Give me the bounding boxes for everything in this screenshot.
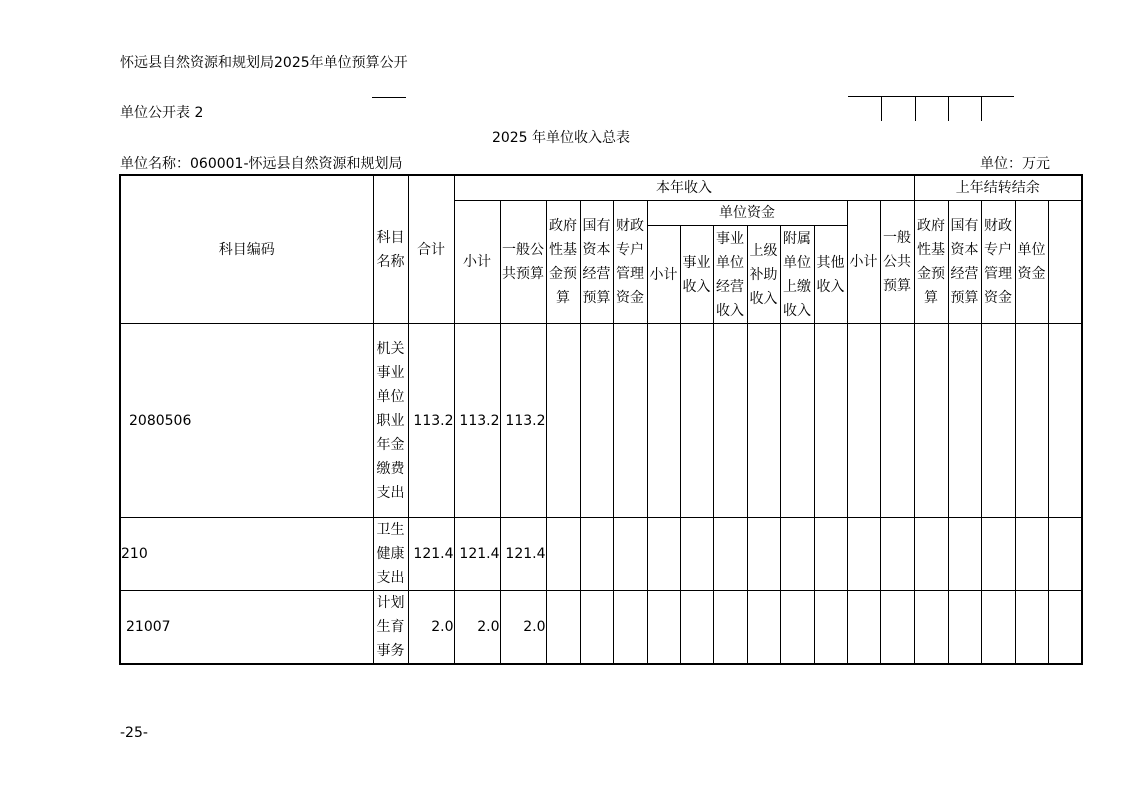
header-subtotal: 小计	[454, 201, 500, 324]
unit-name: 单位名称：060001-怀远县自然资源和规划局	[120, 156, 403, 172]
header-total: 合计	[408, 175, 454, 324]
document-header: 怀远县自然资源和规划局2025年单位预算公开	[120, 55, 408, 71]
decorative-rule	[915, 96, 916, 121]
header-ly-subtotal: 小计	[847, 201, 880, 324]
header-operating-income: 事业单位经营收入	[713, 226, 747, 324]
header-ly-unit-funds: 单位资金	[1015, 201, 1048, 324]
header-ly-fiscal-special: 财政专户管理资金	[981, 201, 1015, 324]
header-other-income: 其他收入	[814, 226, 847, 324]
header-ly-general-budget: 一般公共预算	[880, 201, 914, 324]
row-code: 21007	[120, 591, 373, 665]
header-code: 科目编码	[120, 175, 373, 324]
header-unit-subtotal: 小计	[647, 226, 680, 324]
unit-label: 单位：万元	[980, 156, 1050, 172]
row-subtotal: 2.0	[454, 591, 500, 665]
row-name: 机关事业单位职业年金缴费支出	[373, 324, 408, 518]
row-general-budget: 2.0	[500, 591, 546, 665]
decorative-rule	[848, 96, 1014, 97]
row-subtotal: 113.2	[454, 324, 500, 518]
table-row	[120, 324, 1082, 518]
header-name: 科目名称	[373, 175, 408, 324]
header-state-capital: 国有资本经营预算	[580, 201, 613, 324]
row-name: 卫生健康支出	[373, 518, 408, 591]
header-affiliated-income: 附属单位上缴收入	[780, 226, 814, 324]
income-summary-table	[119, 174, 1083, 665]
header-business-income: 事业收入	[680, 226, 713, 324]
header-last-year: 上年结转结余	[914, 175, 1082, 201]
page-number: -25-	[120, 725, 148, 741]
decorative-rule	[948, 96, 949, 121]
row-name: 计划生育事务	[373, 591, 408, 665]
header-unit-funds: 单位资金	[647, 201, 847, 226]
row-general-budget: 121.4	[500, 518, 546, 591]
row-total: 2.0	[408, 591, 454, 665]
row-total: 113.2	[408, 324, 454, 518]
table-number: 单位公开表 2	[120, 105, 204, 121]
header-fiscal-special: 财政专户管理资金	[613, 201, 647, 324]
table-row	[120, 591, 1082, 665]
header-ly-state-capital: 国有资本经营预算	[948, 201, 981, 324]
header-ly-gov-fund: 政府性基金预算	[914, 201, 948, 324]
header-gov-fund: 政府性基金预算	[546, 201, 580, 324]
header-superior-subsidy: 上级补助收入	[747, 226, 780, 324]
header-this-year: 本年收入	[454, 175, 914, 201]
decorative-rule	[881, 96, 882, 121]
table-title: 2025 年单位收入总表	[491, 130, 631, 146]
row-total: 121.4	[408, 518, 454, 591]
decorative-rule	[372, 97, 406, 98]
row-general-budget: 113.2	[500, 324, 546, 518]
row-subtotal: 121.4	[454, 518, 500, 591]
row-code: 210	[120, 518, 373, 591]
decorative-rule	[981, 96, 982, 121]
table-row	[120, 518, 1082, 591]
row-code: 2080506	[120, 324, 373, 518]
header-general-budget: 一般公共预算	[500, 201, 546, 324]
